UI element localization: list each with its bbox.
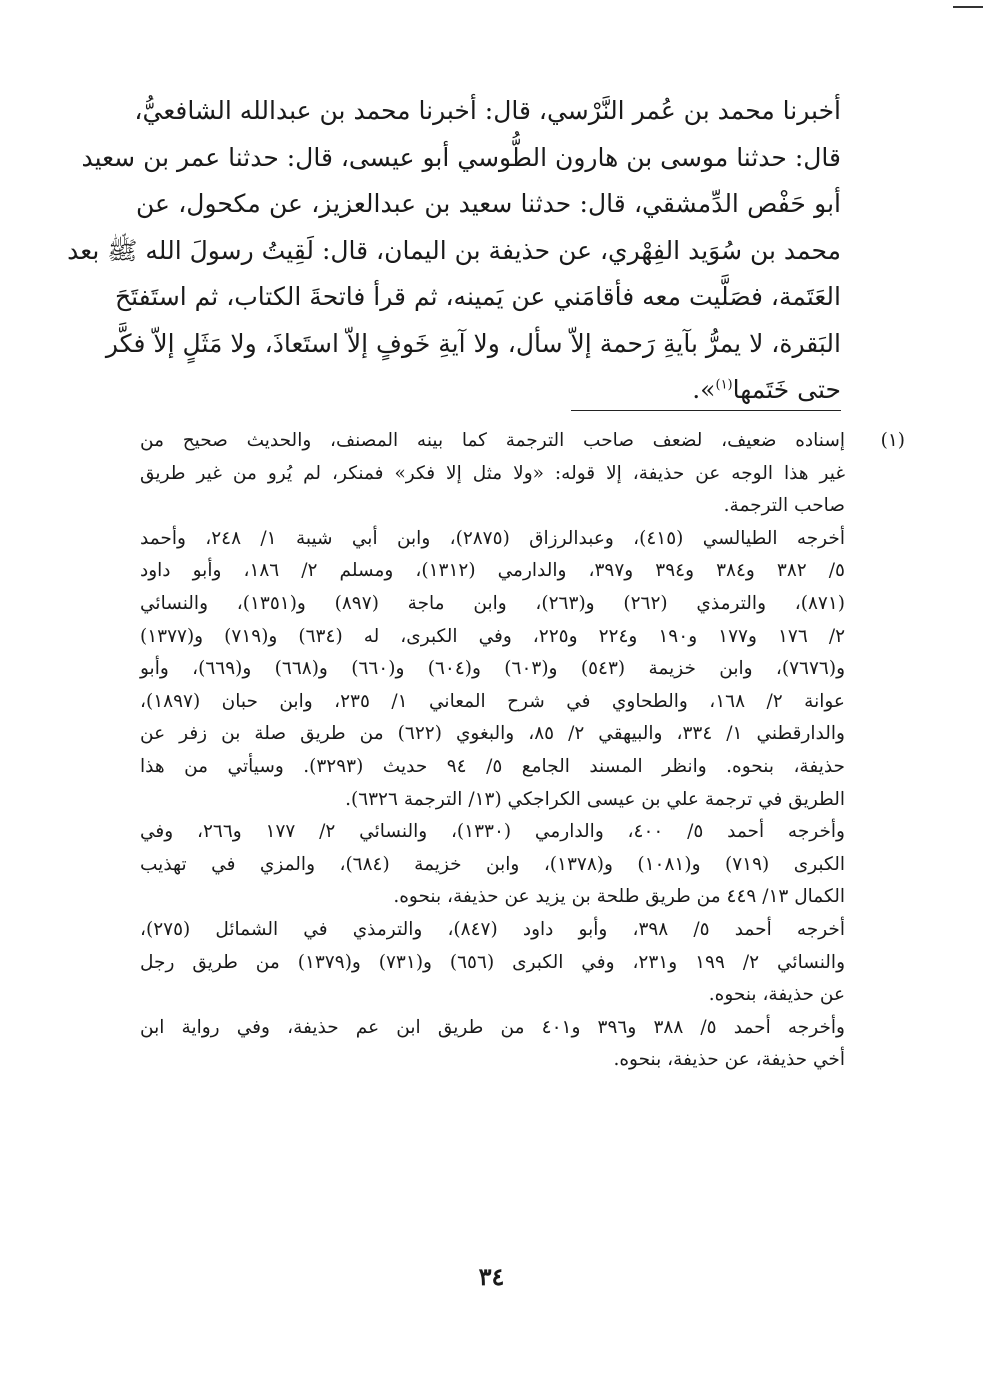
- main-text-end: ».: [692, 375, 716, 404]
- footnote-line: أخرجه الطيالسي (٤١٥)، وعبدالرزاق (٢٨٧٥)، وابن أبي شيبة ١/ ٢٤٨، وأحمد: [140, 527, 845, 549]
- footnote-line: أخي حذيفة، عن حذيفة، بنحوه.: [613, 1049, 845, 1071]
- main-text-line: حتى خَتَمها: [732, 375, 841, 404]
- footnote-line: عن حذيفة، بنحوه.: [708, 984, 845, 1006]
- main-text-line: قال: حدثنا موسى بن هارون الطُّوسي أبو عيسى، قال: حدثنا عمر بن سعيد: [81, 142, 841, 172]
- footnote-line: الكبرى (٧١٩) و(١٠٨١) و(١٣٧٨)، وابن خزيمة (٦٨٤)، والمزي في تهذيب: [140, 853, 845, 875]
- scan-edge-mark: [953, 6, 983, 8]
- main-text-line: أخبرنا محمد بن عُمر النَّرْسي، قال: أخبرنا محمد بن عبدالله الشافعيُّ،: [134, 96, 841, 125]
- page-number: ٣٤: [478, 1262, 505, 1291]
- hadith-main-text: [67, 88, 841, 414]
- footnote-line: والدارقطني ١/ ٣٣٤، والبيهقي ٢/ ٨٥، والبغوي (٦٢٢) من طريق صلة بن زفر عن: [140, 723, 845, 745]
- footnote-line: الطريق في ترجمة علي بن عيسى الكراجكي (١٣/ الترجمة ٦٣٢٦).: [345, 788, 845, 810]
- footnote-line: (٨٧١)، والترمذي (٢٦٢) و(٢٦٣)، وابن ماجة (٨٩٧) و(١٣٥١)، والنسائي: [140, 592, 845, 614]
- footnote-line: ٢/ ١٧٦ و١٧٧ و١٩٠ و٢٢٤ و٢٢٥، وفي الكبرى، له (٦٣٤) و(٧١٩) و(١٣٧٧): [140, 625, 845, 647]
- footnote-line: عوانة ٢/ ١٦٨، والطحاوي في شرح المعاني ١/ ٢٣٥، وابن حبان (١٨٩٧)،: [140, 690, 845, 712]
- footnote-number: (١): [880, 430, 905, 451]
- main-text-line: محمد بن سُوَيد الفِهْري، عن حذيفة بن اليمان، قال: لَقِيتُ رسولَ الله ﷺ بعد: [67, 235, 841, 265]
- main-text-line: العَتَمة، فصَلَّيت معه فأقامَني عن يَمينه، ثم قرأ فاتحةَ الكتاب، ثم استَفتَحَ: [114, 282, 841, 311]
- footnote-divider: [571, 410, 841, 411]
- footnote-line: حذيفة، بنحوه. وانظر المسند الجامع ٥/ ٩٤ حديث (٣٢٩٣). وسيأتي من هذا: [140, 755, 845, 777]
- footnote-line: و(٧٦٧٦)، وابن خزيمة (٥٤٣) و(٦٠٣) و(٦٠٤) و(٦٦٠) و(٦٦٨) و(٦٦٩)، وأبو: [140, 658, 846, 680]
- footnote-line: وأخرجه أحمد ٥/ ٤٠٠، والدارمي (١٣٣٠)، والنسائي ٢/ ١٧٧ و٢٦٦، وفي: [140, 821, 845, 843]
- footnote-line: وأخرجه أحمد ٥/ ٣٨٨ و٣٩٦ و٤٠١ من طريق ابن عم حذيفة، وفي رواية ابن: [140, 1016, 845, 1038]
- footnote-line: صاحب الترجمة.: [723, 495, 845, 517]
- footnote-line: والنسائي ٢/ ١٩٩ و٢٣١، وفي الكبرى (٦٥٦) و(٧٣١) و(١٣٧٩) من طريق رجل: [140, 951, 846, 973]
- footnote-line: أخرجه أحمد ٥/ ٣٩٨، وأبو داود (٨٤٧)، والترمذي في الشمائل (٢٧٥)،: [140, 918, 845, 940]
- main-text-last-line: [136, 367, 841, 414]
- footnote-line: الكمال ١٣/ ٤٤٩ من طريق طلحة بن يزيد عن حذيفة، بنحوه.: [393, 886, 845, 908]
- footnote-reference-marker[interactable]: (١): [715, 377, 733, 393]
- footnote-line: إسناده ضعيف، لضعف صاحب الترجمة كما بينه المصنف، والحديث صحيح من: [140, 430, 845, 451]
- main-text-line: أبو حَفْص الدِّمشقي، قال: حدثنا سعيد بن عبدالعزيز، عن مكحول، عن: [136, 189, 841, 218]
- footnote-block: [140, 425, 905, 1077]
- main-text-line: البَقرة، لا يمرُّ بآيةِ رَحمة إلاّ سأل، ولا آيةِ خَوفٍ إلاّ استَعاذَ، ولا مَثَلٍ إلاّ فكَّر: [105, 328, 841, 358]
- footnote-line: غير هذا الوجه عن حذيفة، إلا قوله: «ولا مثل إلا فكر» فمنكر، لم يُرو من غير طريق: [140, 462, 845, 484]
- footnote-line: ٥/ ٣٨٢ و٣٨٤ و٣٩٤ و٣٩٧، والدارمي (١٣١٢)، ومسلم ٢/ ١٨٦، وأبو داود: [140, 560, 845, 582]
